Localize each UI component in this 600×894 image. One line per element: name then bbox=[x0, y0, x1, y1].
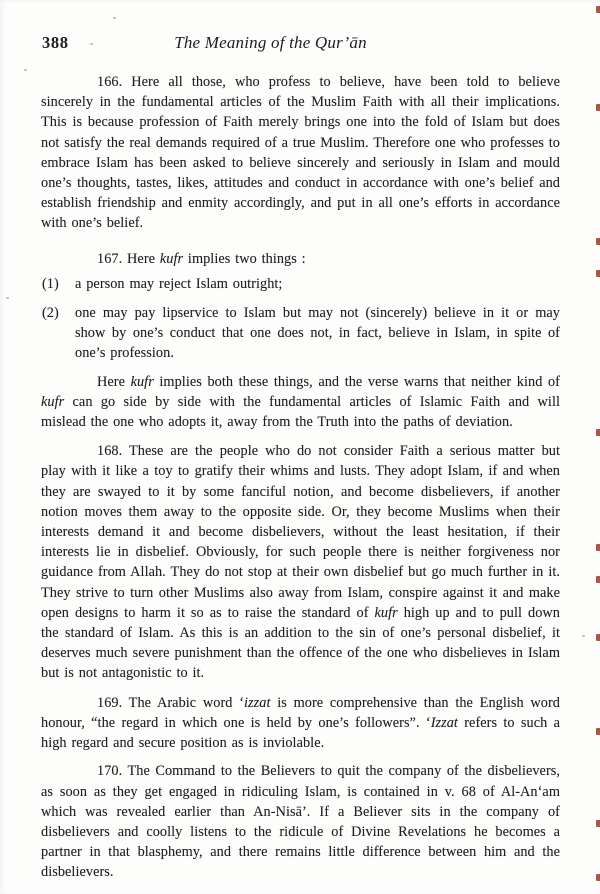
note-168-paragraph: 168. These are the people who do not consider Faith a serious matter but play with it like a toy to gratify their whims and lusts. They adopt Islam, if and when they are swayed to it by some fanciful notion, and become disbelievers, if another notion moves them away to the opposite side. Or, they become Muslims when their interests demand it and become disbelievers, without the least hesitation, if their interests lie in disbelief. Obviously, for such people there is neither forgiveness nor guidance from Allah. They do not stop at their own disbelief but go much further in it. They strive to turn other Muslims also away from Islam, conspire against it and make open designs to harm it so as to raise the standard of kufr high up and to pull down the standard of Islam. As this is an addition to the sin of one’s personal disbelief, it deserves much severe punishment than the offence of the one who disbelieves in Islam but is not antagonistic to it. bbox=[41, 443, 560, 682]
page-number: 388 bbox=[42, 33, 69, 52]
scan-speck bbox=[113, 17, 116, 19]
red-edge-mark bbox=[596, 104, 600, 111]
list-item-1 bbox=[41, 274, 560, 294]
note-167-intro: 167. Here kufr implies two things : bbox=[97, 250, 306, 267]
red-edge-mark bbox=[596, 6, 600, 13]
scan-speck bbox=[582, 635, 585, 637]
note-166-paragraph: 166. Here all those, who profess to believe, have been told to believe sincerely in the fundamental articles of the Muslim Faith with all their implications. This is because profession of Faith merely brings one into the fold of Islam but does not satisfy the real demands required of a true Muslim. Therefore one who professes to embrace Islam has been asked to believe sincerely and seriously in Islam and mould one’s thoughts, tastes, likes, attitudes and conduct in accordance with one’s belief and establish friendship and enmity accordingly, and put in all one’s efforts in accordance with one’s belief. bbox=[41, 74, 560, 232]
scan-speck bbox=[24, 69, 27, 71]
page-content bbox=[41, 33, 560, 883]
list-item-2-text: one may pay lipservice to Islam but may not (sincerely) believe in it or may show by one’s conduct that one does not, in fact, believe in Islam, in spite of one’s profession. bbox=[75, 305, 560, 362]
list-item-1-marker: (1) bbox=[42, 275, 59, 292]
page-header bbox=[41, 33, 560, 56]
red-edge-mark bbox=[596, 874, 600, 881]
red-edge-mark bbox=[596, 544, 600, 551]
list-item-2 bbox=[41, 303, 560, 364]
scan-speck bbox=[90, 43, 93, 45]
red-edge-mark bbox=[596, 238, 600, 245]
red-edge-mark bbox=[596, 634, 600, 641]
note-167-continuation: Here kufr implies both these things, and the verse warns that neither kind of kufr can go side by side with the fundamental articles of Islamic Faith and will mislead the one who adopts it, away from the Truth into the paths of deviation. bbox=[41, 373, 560, 431]
red-edge-mark bbox=[596, 820, 600, 827]
red-edge-mark bbox=[596, 270, 600, 277]
list-item-1-text: a person may reject Islam outright; bbox=[75, 275, 283, 292]
note-170-paragraph: 170. The Command to the Believers to quit the company of the disbelievers, as soon as they get engaged in ridiculing Islam, is contained in v. 68 of Al-An‘am which was revealed earlier than An-Nisā’. If a Believer sits in the company of disbelievers and coolly listens to the ridicule of Divine Revelations he becomes a partner in that blasphemy, and there remains little difference between him and the disbelievers. bbox=[41, 763, 560, 881]
scan-speck bbox=[6, 297, 9, 299]
note-169-paragraph: 169. The Arabic word ‘izzat is more comprehensive than the English word honour, “the regard in which one is held by one’s followers”. ‘Izzat refers to such a high regard and secure position as is inviolable. bbox=[41, 694, 561, 752]
red-edge-mark bbox=[596, 728, 600, 735]
red-edge-mark bbox=[596, 576, 600, 583]
running-title: The Meaning of the Qur’ān bbox=[174, 33, 367, 52]
red-edge-mark bbox=[596, 429, 600, 436]
list-item-2-marker: (2) bbox=[42, 305, 59, 322]
